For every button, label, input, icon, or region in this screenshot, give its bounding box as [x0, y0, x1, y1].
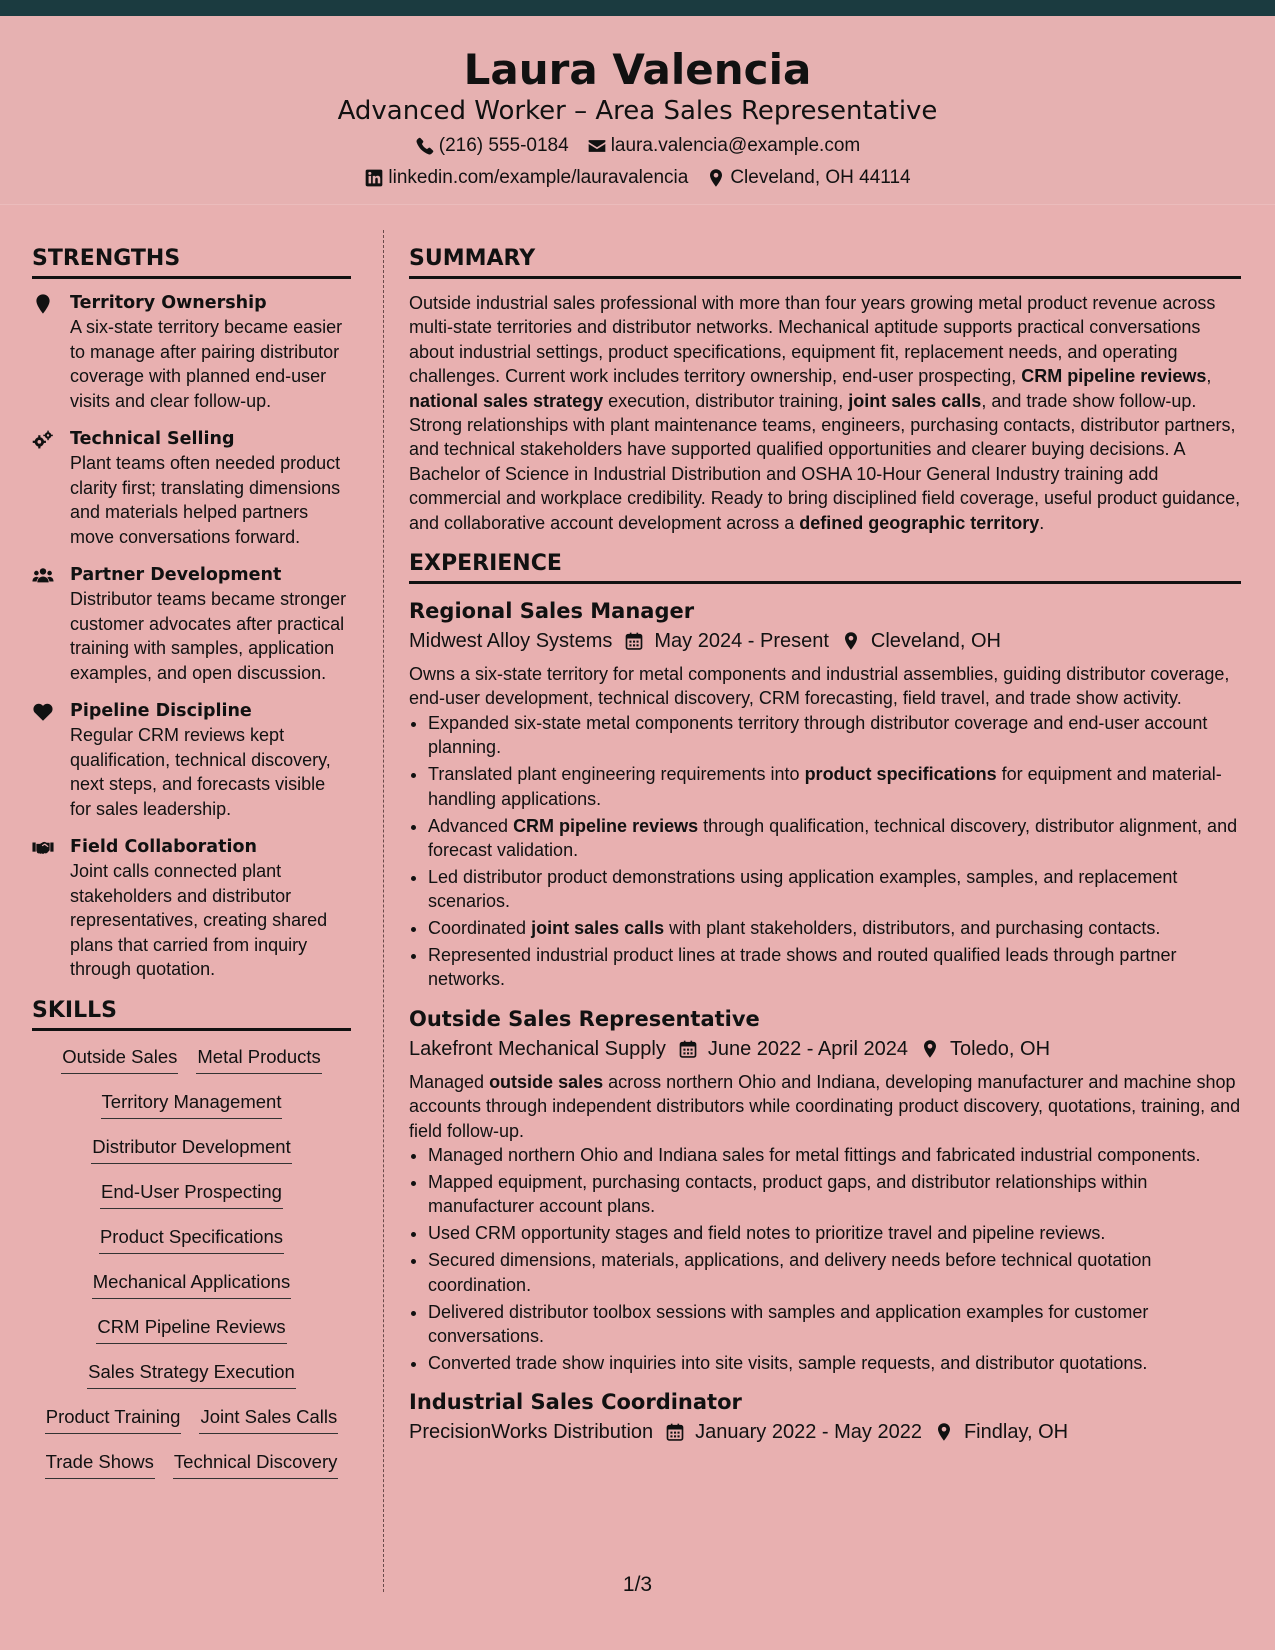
skill-tag: Distributor Development — [91, 1135, 291, 1164]
strength-description: Distributor teams became stronger customer advocates after practical training with samples, application examples, and open discussion. — [70, 589, 347, 683]
users-icon — [32, 565, 54, 587]
bullet-item — [428, 711, 1241, 760]
linkedin-text: linkedin.com/example/lauravalencia — [388, 167, 689, 188]
skill-row — [32, 1405, 351, 1450]
column-divider — [383, 230, 384, 1592]
skill-row — [32, 1450, 351, 1495]
strength-body — [70, 563, 351, 685]
gears-icon — [32, 429, 54, 451]
bullet-item — [428, 943, 1241, 992]
map-pin-icon — [32, 293, 54, 315]
skill-tag: Sales Strategy Execution — [87, 1360, 296, 1389]
right-column — [409, 244, 1241, 1453]
bullet-item — [428, 916, 1241, 940]
strength-item — [32, 835, 351, 982]
job-dates: May 2024 - Present — [654, 630, 829, 653]
map-pin-icon — [706, 168, 726, 188]
calendar-icon — [678, 1039, 698, 1059]
location-text: Cleveland, OH 44114 — [730, 167, 911, 188]
text-run: Represented industrial product lines at trade shows and routed qualified leads through partner networks. — [428, 945, 1177, 990]
strength-title: Technical Selling — [70, 429, 235, 449]
skill-row — [32, 1270, 351, 1315]
candidate-title: Advanced Worker – Area Sales Representative — [337, 96, 938, 126]
job-company: PrecisionWorks Distribution — [409, 1421, 654, 1444]
strength-body — [70, 699, 351, 821]
strength-title: Partner Development — [70, 565, 282, 585]
bullet-item — [428, 1221, 1241, 1245]
linkedin-contact[interactable] — [364, 166, 688, 190]
location-contact — [706, 166, 910, 190]
skill-tag: Product Training — [45, 1405, 182, 1434]
email-contact[interactable] — [587, 134, 861, 158]
summary-text — [409, 291, 1241, 535]
skill-tag: End-User Prospecting — [100, 1180, 283, 1209]
text-run: Coordinated — [428, 918, 532, 939]
map-pin-icon — [841, 631, 861, 651]
strength-description: Plant teams often needed product clarity first; translating dimensions and materials helped partners move conversations forward. — [70, 453, 341, 547]
text-run: with plant stakeholders, distributors, and purchasing contacts. — [664, 918, 1161, 939]
skill-tag: Outside Sales — [61, 1045, 178, 1074]
text-run: Used CRM opportunity stages and field notes to prioritize travel and pipeline reviews. — [428, 1223, 1106, 1244]
text-run: across northern Ohio and Indiana, developing manufacturer and machine shop accounts through independent distributors while coordinating product discovery, quotations, training, and field follow-up. — [409, 1071, 1241, 1141]
bullet-item — [428, 1300, 1241, 1349]
text-run: Advanced — [428, 815, 514, 836]
skill-tag: Mechanical Applications — [92, 1270, 291, 1299]
strength-item — [32, 291, 351, 413]
bullet-item — [428, 1170, 1241, 1219]
text-run: Managed northern Ohio and Indiana sales for metal fittings and fabricated industrial components. — [428, 1145, 1201, 1166]
map-pin-icon — [920, 1039, 940, 1059]
heart-icon — [32, 701, 54, 723]
email-text: laura.valencia@example.com — [610, 135, 861, 156]
text-run: Outside industrial sales professional with more than four years growing metal product revenue across multi-state territories and distributor networks. Mechanical aptitude supports practical conversations about industrial settings, product specifications, equipment fit, replacement needs, and operating challenges. Current work includes territory ownership, end-user prospecting, — [409, 293, 1216, 387]
bold-phrase: CRM pipeline reviews — [1021, 366, 1207, 387]
bold-phrase: outside sales — [489, 1071, 604, 1092]
strength-description: A six-state territory became easier to manage after pairing distributor coverage with planned end-user visits and clear follow-up. — [70, 317, 343, 411]
text-run: execution, distributor training, — [603, 390, 849, 411]
job-title: Industrial Sales Coordinator — [409, 1390, 742, 1415]
strength-item — [32, 563, 351, 685]
skill-row — [32, 1135, 351, 1180]
text-run: Expanded six-state metal components territory through distributor coverage and end-user account planning. — [428, 712, 1208, 758]
job-bullets — [409, 711, 1241, 992]
text-run: Delivered distributor toolbox sessions with samples and application examples for customer conversations. — [428, 1301, 1149, 1346]
job-company: Lakefront Mechanical Supply — [409, 1037, 666, 1060]
strength-icon-wrap — [32, 563, 70, 685]
strength-item — [32, 699, 351, 821]
job-company: Midwest Alloy Systems — [409, 630, 613, 653]
job-bullets — [409, 1143, 1241, 1375]
strength-icon-wrap — [32, 835, 70, 982]
candidate-name: Laura Valencia — [463, 45, 812, 94]
bold-phrase: joint sales calls — [848, 390, 982, 411]
strength-icon-wrap — [32, 291, 70, 413]
skill-row — [32, 1180, 351, 1225]
strength-body — [70, 835, 351, 982]
strength-description: Regular CRM reviews kept qualification, technical discovery, next steps, and forecasts visible for sales leadership. — [70, 725, 331, 819]
strength-icon-wrap — [32, 699, 70, 821]
job-title: Regional Sales Manager — [409, 599, 695, 624]
bold-phrase: defined geographic territory — [799, 512, 1040, 533]
skill-row — [32, 1090, 351, 1135]
bold-phrase: CRM pipeline reviews — [513, 815, 699, 836]
job-entry — [409, 1387, 1241, 1447]
skill-row — [32, 1045, 351, 1090]
linkedin-icon — [364, 168, 384, 188]
text-run: , — [1206, 366, 1212, 387]
text-run: for equipment and material-handling applications. — [428, 764, 1222, 809]
skill-row — [32, 1315, 351, 1360]
text-run: , and trade show follow-up. Strong relationships with plant maintenance teams, engineers, purchasing contacts, distributor partners, and technical stakeholders have supported qualified opportunities and clearer buying decisions. A Bachelor of Science in Industrial Distribution and OSHA 10-Hour General Industry training add commercial and workplace credibility. Ready to bring disciplined field coverage, useful product guidance, and collaborative account development across a — [409, 390, 1241, 533]
page-number: 1/3 — [622, 1573, 653, 1596]
job-description — [409, 1070, 1241, 1143]
text-run: Translated plant engineering requirements into — [428, 764, 805, 785]
job-dates: January 2022 - May 2022 — [695, 1421, 922, 1444]
job-description — [409, 662, 1241, 711]
strengths-heading: STRENGTHS — [32, 244, 351, 279]
text-run: Converted trade show inquiries into site visits, sample requests, and distributor quotations. — [428, 1352, 1148, 1373]
job-meta — [409, 1417, 1241, 1447]
bullet-item — [428, 865, 1241, 914]
experience-list — [409, 596, 1241, 1447]
bold-phrase: national sales strategy — [409, 390, 604, 411]
strength-body — [70, 291, 351, 413]
job-title: Outside Sales Representative — [409, 1006, 760, 1031]
skill-tag: Territory Management — [101, 1090, 283, 1119]
phone-contact[interactable] — [415, 134, 569, 158]
skill-tag: Trade Shows — [45, 1450, 155, 1479]
skills-section — [32, 996, 351, 1495]
summary-heading: SUMMARY — [409, 244, 1241, 279]
job-dates: June 2022 - April 2024 — [707, 1037, 908, 1060]
experience-heading: EXPERIENCE — [409, 549, 1241, 584]
resume-header — [0, 16, 1275, 205]
left-column — [32, 244, 351, 1495]
job-location: Findlay, OH — [963, 1421, 1069, 1444]
text-run: Owns a six-state territory for metal components and industrial assemblies, guiding distributor coverage, end-user development, technical discovery, CRM forecasting, field travel, and trade show activity. — [409, 664, 1230, 709]
bold-phrase: joint sales calls — [531, 918, 665, 939]
bullet-item — [428, 814, 1241, 863]
text-run: Secured dimensions, materials, applications, and delivery needs before technical quotation coordination. — [428, 1250, 1152, 1295]
phone-icon — [415, 136, 435, 156]
job-location: Toledo, OH — [949, 1037, 1051, 1060]
text-run: Managed — [409, 1071, 490, 1092]
strength-title: Territory Ownership — [70, 293, 267, 313]
job-location: Cleveland, OH — [870, 630, 1001, 653]
top-accent-bar — [0, 0, 1275, 16]
strength-title: Field Collaboration — [70, 837, 257, 857]
bullet-item — [428, 1351, 1241, 1375]
job-meta — [409, 626, 1241, 656]
map-pin-icon — [934, 1422, 954, 1442]
skill-row — [32, 1360, 351, 1405]
text-run: . — [1039, 512, 1045, 533]
job-entry — [409, 1004, 1241, 1375]
bullet-item — [428, 762, 1241, 811]
skill-tag: CRM Pipeline Reviews — [96, 1315, 286, 1344]
text-run: Led distributor product demonstrations using application examples, samples, and replacement scenarios. — [428, 866, 1178, 912]
bold-phrase: product specifications — [804, 764, 997, 785]
envelope-icon — [587, 136, 607, 156]
phone-text: (216) 555-0184 — [438, 135, 569, 156]
bullet-item — [428, 1143, 1241, 1167]
skill-tag: Joint Sales Calls — [199, 1405, 338, 1434]
skills-list — [32, 1045, 351, 1495]
skill-tag: Product Specifications — [99, 1225, 284, 1254]
strengths-list — [32, 291, 351, 982]
strength-item — [32, 427, 351, 549]
handshake-icon — [32, 837, 54, 859]
strength-title: Pipeline Discipline — [70, 701, 252, 721]
skill-row — [32, 1225, 351, 1270]
calendar-icon — [624, 631, 644, 651]
text-run: Mapped equipment, purchasing contacts, product gaps, and distributor relationships within manufacturer account plans. — [428, 1171, 1148, 1217]
strength-description: Joint calls connected plant stakeholders and distributor representatives, creating shared plans that carried from inquiry through quotation. — [70, 861, 328, 979]
calendar-icon — [665, 1422, 685, 1442]
job-entry — [409, 596, 1241, 992]
contact-row-1 — [0, 134, 1275, 158]
strength-body — [70, 427, 351, 549]
strength-icon-wrap — [32, 427, 70, 549]
job-meta — [409, 1034, 1241, 1064]
skills-heading: SKILLS — [32, 996, 351, 1031]
skill-tag: Technical Discovery — [173, 1450, 338, 1479]
contact-row-2 — [0, 166, 1275, 190]
bullet-item — [428, 1248, 1241, 1297]
text-run: through qualification, technical discovery, distributor alignment, and forecast validation. — [428, 815, 1238, 860]
skill-tag: Metal Products — [196, 1045, 321, 1074]
